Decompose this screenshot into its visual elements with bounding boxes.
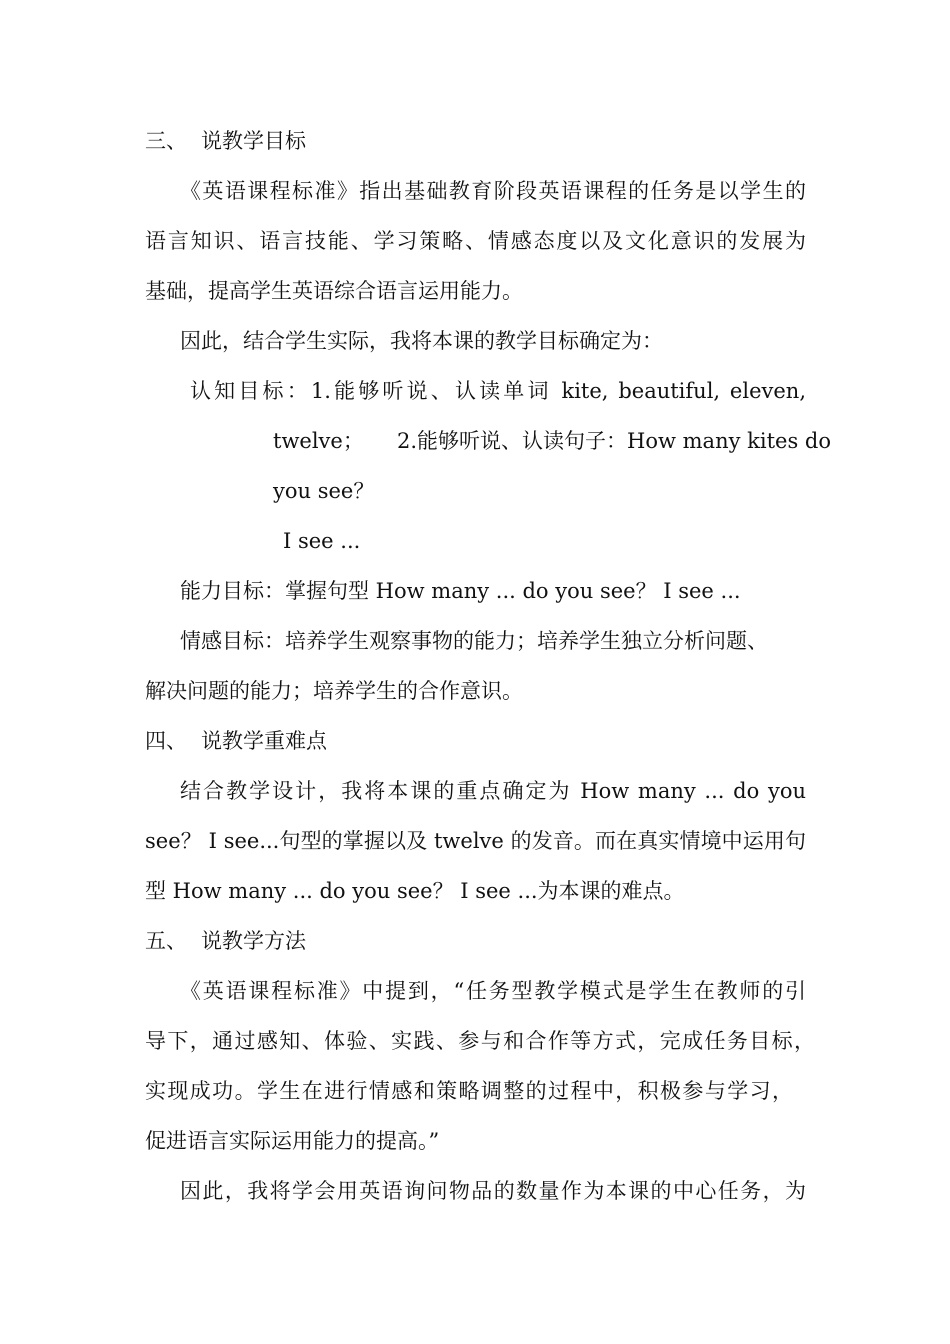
section-3-title: 说教学目标: [201, 129, 306, 153]
paragraph-line: 结合教学设计，我将本课的重点确定为 How many ... do you: [180, 779, 806, 803]
ability-objective: 能力目标：掌握句型 How many ... do you see？ I see ...: [180, 579, 741, 603]
emotion-objective-line: 情感目标：培养学生观察事物的能力；培养学生独立分析问题、: [180, 629, 768, 653]
paragraph-line: 因此，我将学会用英语询问物品的数量作为本课的中心任务，为: [180, 1179, 806, 1203]
section-3-heading: [145, 127, 306, 155]
paragraph-line: 《英语课程标准》中提到，“任务型教学模式是学生在教师的引: [180, 979, 806, 1003]
section-5-number: 五、: [145, 929, 187, 953]
cognitive-objective-line: 2.能够听说、认读句子：How many kites do: [397, 429, 831, 453]
cognitive-objective-line: I see ...: [283, 529, 361, 553]
paragraph-line: 实现成功。学生在进行情感和策略调整的过程中，积极参与学习，: [145, 1079, 793, 1103]
section-4-heading: [145, 727, 327, 755]
cognitive-objective-line: twelve；: [273, 429, 364, 453]
paragraph-line: 型 How many ... do you see？ I see ...为本课的难点。: [145, 879, 685, 903]
section-3-number: 三、: [145, 129, 187, 153]
paragraph-line: 促进语言实际运用能力的提高。”: [145, 1129, 440, 1153]
objectives-lead: 因此，结合学生实际，我将本课的教学目标确定为：: [180, 329, 663, 353]
cognitive-objective-line: you see？: [273, 479, 375, 503]
section-5-title: 说教学方法: [201, 929, 306, 953]
cognitive-objective-line: 认知目标：1.能够听说、认读单词 kite, beautiful, eleven,: [190, 379, 806, 403]
section-4-number: 四、: [145, 729, 187, 753]
emotion-objective-line: 解决问题的能力；培养学生的合作意识。: [145, 679, 523, 703]
paragraph-line: 导下，通过感知、体验、实践、参与和合作等方式，完成任务目标，: [145, 1029, 815, 1053]
paragraph-line: see？ I see...句型的掌握以及 twelve 的发音。而在真实情境中运用句: [145, 829, 806, 853]
paragraph-line: 基础，提高学生英语综合语言运用能力。: [145, 279, 523, 303]
section-4-title: 说教学重难点: [201, 729, 327, 753]
paragraph-line: 《英语课程标准》指出基础教育阶段英语课程的任务是以学生的: [180, 179, 806, 203]
paragraph-line: 语言知识、语言技能、学习策略、情感态度以及文化意识的发展为: [145, 229, 806, 253]
section-5-heading: [145, 927, 306, 955]
